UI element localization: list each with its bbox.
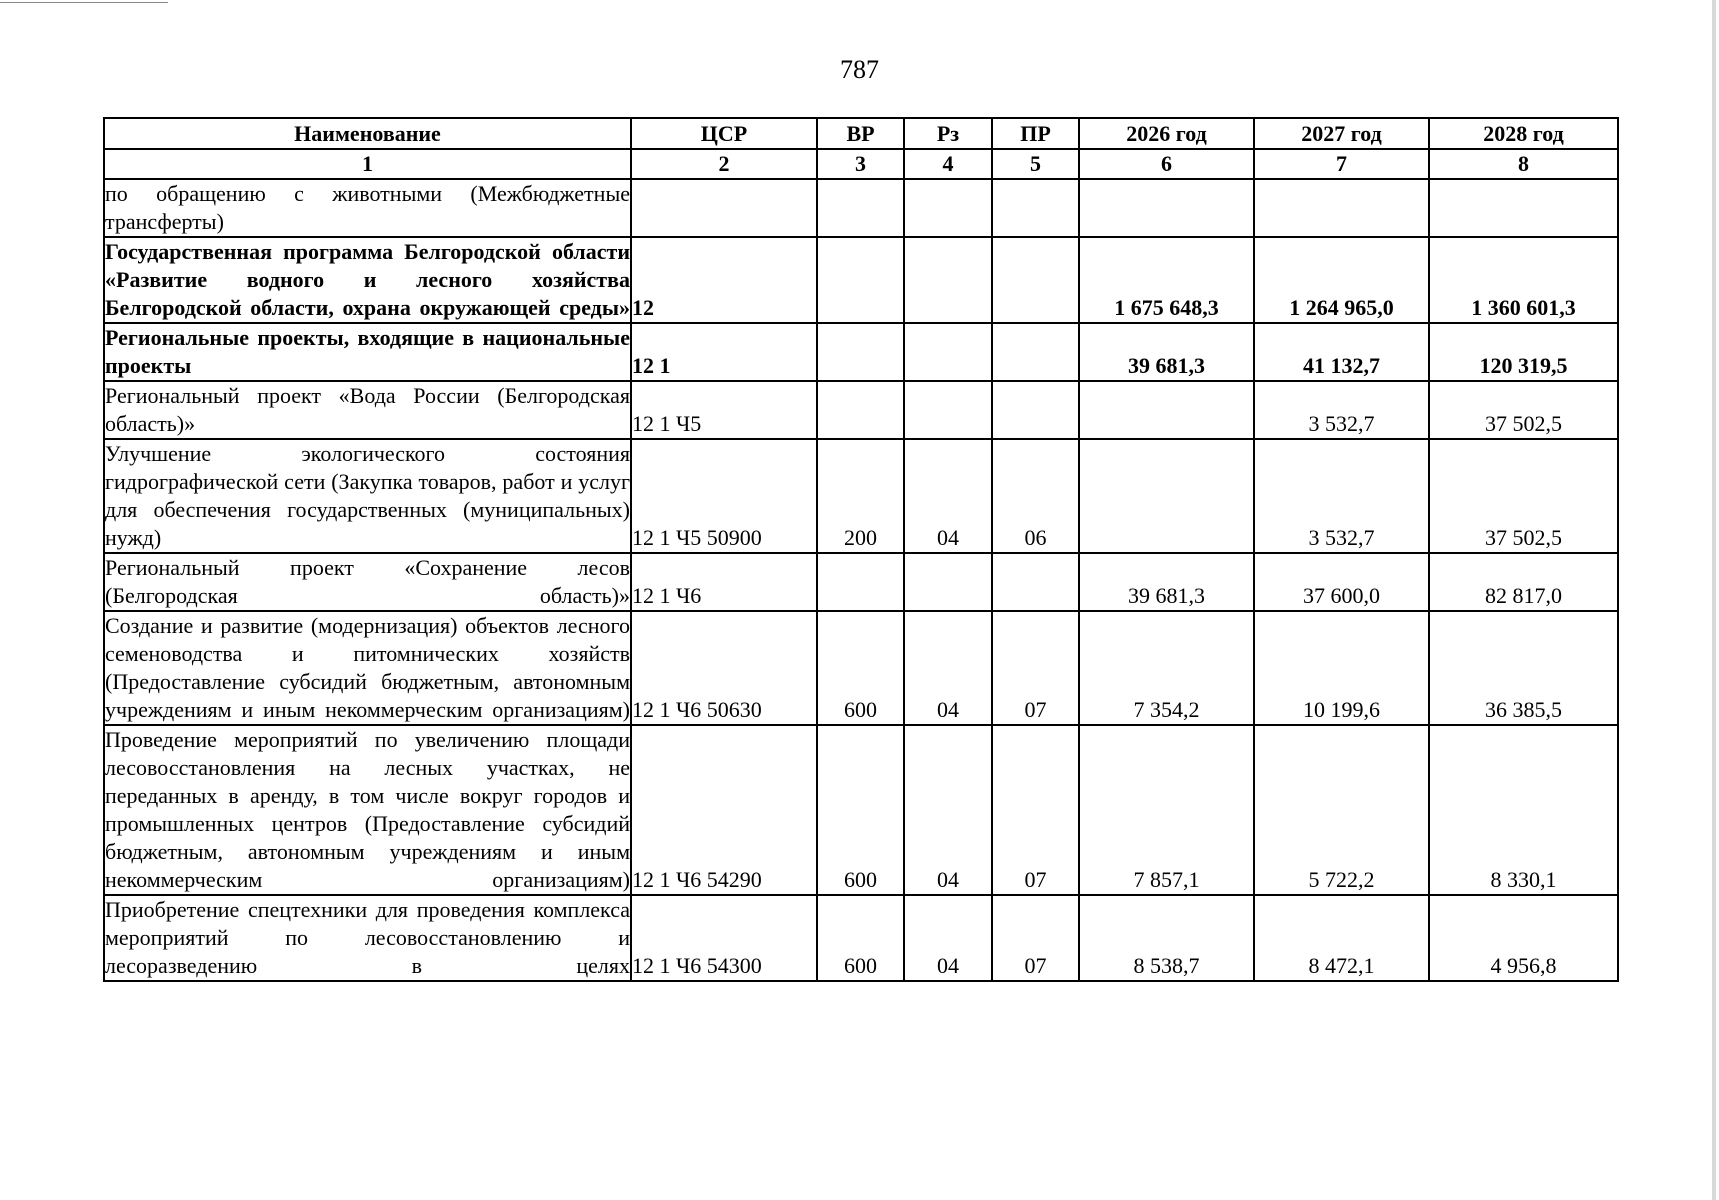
pr-cell: 07 [992, 611, 1079, 725]
csr-cell: 12 1 Ч5 [631, 381, 817, 439]
header-cell: 2028 год [1429, 118, 1618, 149]
year-2027-cell: 3 532,7 [1254, 381, 1429, 439]
name-cell: Проведение мероприятий по увеличению площади лесовосстановления на лесных участках, не переданных в аренду, в том числе вокруг городов и промышленных центров (Предоставление субсидий бюджетным, автономным учреждениям и иным некоммерческим организациям) [104, 725, 631, 895]
rz-cell [904, 179, 992, 237]
rz-cell [904, 381, 992, 439]
column-number-cell: 6 [1079, 149, 1254, 179]
year-2027-cell: 41 132,7 [1254, 323, 1429, 381]
rz-cell [904, 237, 992, 323]
name-cell: по обращению с животными (Межбюджетные трансферты) [104, 179, 631, 237]
header-cell: Наименование [104, 118, 631, 149]
rz-cell [904, 323, 992, 381]
year-2026-cell [1079, 179, 1254, 237]
year-2027-cell: 5 722,2 [1254, 725, 1429, 895]
year-2028-cell: 1 360 601,3 [1429, 237, 1618, 323]
header-cell: Рз [904, 118, 992, 149]
table-row [104, 439, 1618, 553]
year-2027-cell: 8 472,1 [1254, 895, 1429, 981]
year-2026-cell: 8 538,7 [1079, 895, 1254, 981]
rz-cell [904, 553, 992, 611]
page-number: 787 [840, 55, 879, 84]
column-number-cell: 8 [1429, 149, 1618, 179]
column-number-cell: 2 [631, 149, 817, 179]
pr-cell [992, 237, 1079, 323]
csr-cell: 12 1 Ч6 54300 [631, 895, 817, 981]
name-cell: Региональные проекты, входящие в национальные проекты [104, 323, 631, 381]
rz-cell: 04 [904, 439, 992, 553]
vr-cell [817, 179, 904, 237]
column-number-cell: 1 [104, 149, 631, 179]
rz-cell: 04 [904, 725, 992, 895]
year-2026-cell: 39 681,3 [1079, 553, 1254, 611]
pr-cell [992, 179, 1079, 237]
name-cell: Приобретение спецтехники для проведения комплекса мероприятий по лесовосстановлению и лесоразведению в целях [104, 895, 631, 981]
rz-cell: 04 [904, 895, 992, 981]
table-row [104, 895, 1618, 981]
year-2028-cell: 4 956,8 [1429, 895, 1618, 981]
pr-cell [992, 381, 1079, 439]
year-2027-cell: 37 600,0 [1254, 553, 1429, 611]
table-row [104, 323, 1618, 381]
table-row [104, 381, 1618, 439]
year-2026-cell [1079, 381, 1254, 439]
pr-cell [992, 323, 1079, 381]
vr-cell: 600 [817, 895, 904, 981]
year-2028-cell: 8 330,1 [1429, 725, 1618, 895]
budget-table [103, 117, 1619, 982]
name-cell: Региональный проект «Вода России (Белгородская область)» [104, 381, 631, 439]
table-row [104, 179, 1618, 237]
pr-cell [992, 553, 1079, 611]
year-2026-cell: 7 857,1 [1079, 725, 1254, 895]
name-cell: Государственная программа Белгородской области «Развитие водного и лесного хозяйства Белгородской области, охрана окружающей среды» [104, 237, 631, 323]
scan-right-edge [1712, 0, 1716, 1200]
year-2026-cell [1079, 439, 1254, 553]
year-2028-cell [1429, 179, 1618, 237]
vr-cell: 600 [817, 611, 904, 725]
header-cell: ЦСР [631, 118, 817, 149]
year-2028-cell: 37 502,5 [1429, 439, 1618, 553]
rz-cell: 04 [904, 611, 992, 725]
name-cell: Региональный проект «Сохранение лесов (Белгородская область)» [104, 553, 631, 611]
table-row [104, 725, 1618, 895]
year-2028-cell: 120 319,5 [1429, 323, 1618, 381]
name-cell: Создание и развитие (модернизация) объектов лесного семеноводства и питомнических хозяйств (Предоставление субсидий бюджетным, автономным учреждениям и иным некоммерческим организациям) [104, 611, 631, 725]
year-2027-cell [1254, 179, 1429, 237]
column-number-row [104, 149, 1618, 179]
year-2027-cell: 1 264 965,0 [1254, 237, 1429, 323]
csr-cell: 12 1 Ч6 50630 [631, 611, 817, 725]
pr-cell: 06 [992, 439, 1079, 553]
header-cell: ВР [817, 118, 904, 149]
csr-cell: 12 1 [631, 323, 817, 381]
year-2027-cell: 3 532,7 [1254, 439, 1429, 553]
year-2026-cell: 1 675 648,3 [1079, 237, 1254, 323]
year-2028-cell: 36 385,5 [1429, 611, 1618, 725]
vr-cell [817, 323, 904, 381]
vr-cell: 600 [817, 725, 904, 895]
csr-cell [631, 179, 817, 237]
table-row [104, 611, 1618, 725]
column-number-cell: 7 [1254, 149, 1429, 179]
vr-cell: 200 [817, 439, 904, 553]
header-row [104, 118, 1618, 149]
column-number-cell: 5 [992, 149, 1079, 179]
pr-cell: 07 [992, 725, 1079, 895]
year-2026-cell: 39 681,3 [1079, 323, 1254, 381]
vr-cell [817, 553, 904, 611]
header-cell: 2027 год [1254, 118, 1429, 149]
vr-cell [817, 237, 904, 323]
year-2026-cell: 7 354,2 [1079, 611, 1254, 725]
header-cell: 2026 год [1079, 118, 1254, 149]
year-2028-cell: 37 502,5 [1429, 381, 1618, 439]
table-row [104, 237, 1618, 323]
csr-cell: 12 1 Ч6 54290 [631, 725, 817, 895]
header-cell: ПР [992, 118, 1079, 149]
column-number-cell: 3 [817, 149, 904, 179]
column-number-cell: 4 [904, 149, 992, 179]
csr-cell: 12 [631, 237, 817, 323]
csr-cell: 12 1 Ч6 [631, 553, 817, 611]
vr-cell [817, 381, 904, 439]
table-row [104, 553, 1618, 611]
pr-cell: 07 [992, 895, 1079, 981]
name-cell: Улучшение экологического состояния гидрографической сети (Закупка товаров, работ и услуг для обеспечения государственных (муниципальных) нужд) [104, 439, 631, 553]
scan-corner-line [0, 2, 168, 3]
year-2027-cell: 10 199,6 [1254, 611, 1429, 725]
year-2028-cell: 82 817,0 [1429, 553, 1618, 611]
csr-cell: 12 1 Ч5 50900 [631, 439, 817, 553]
